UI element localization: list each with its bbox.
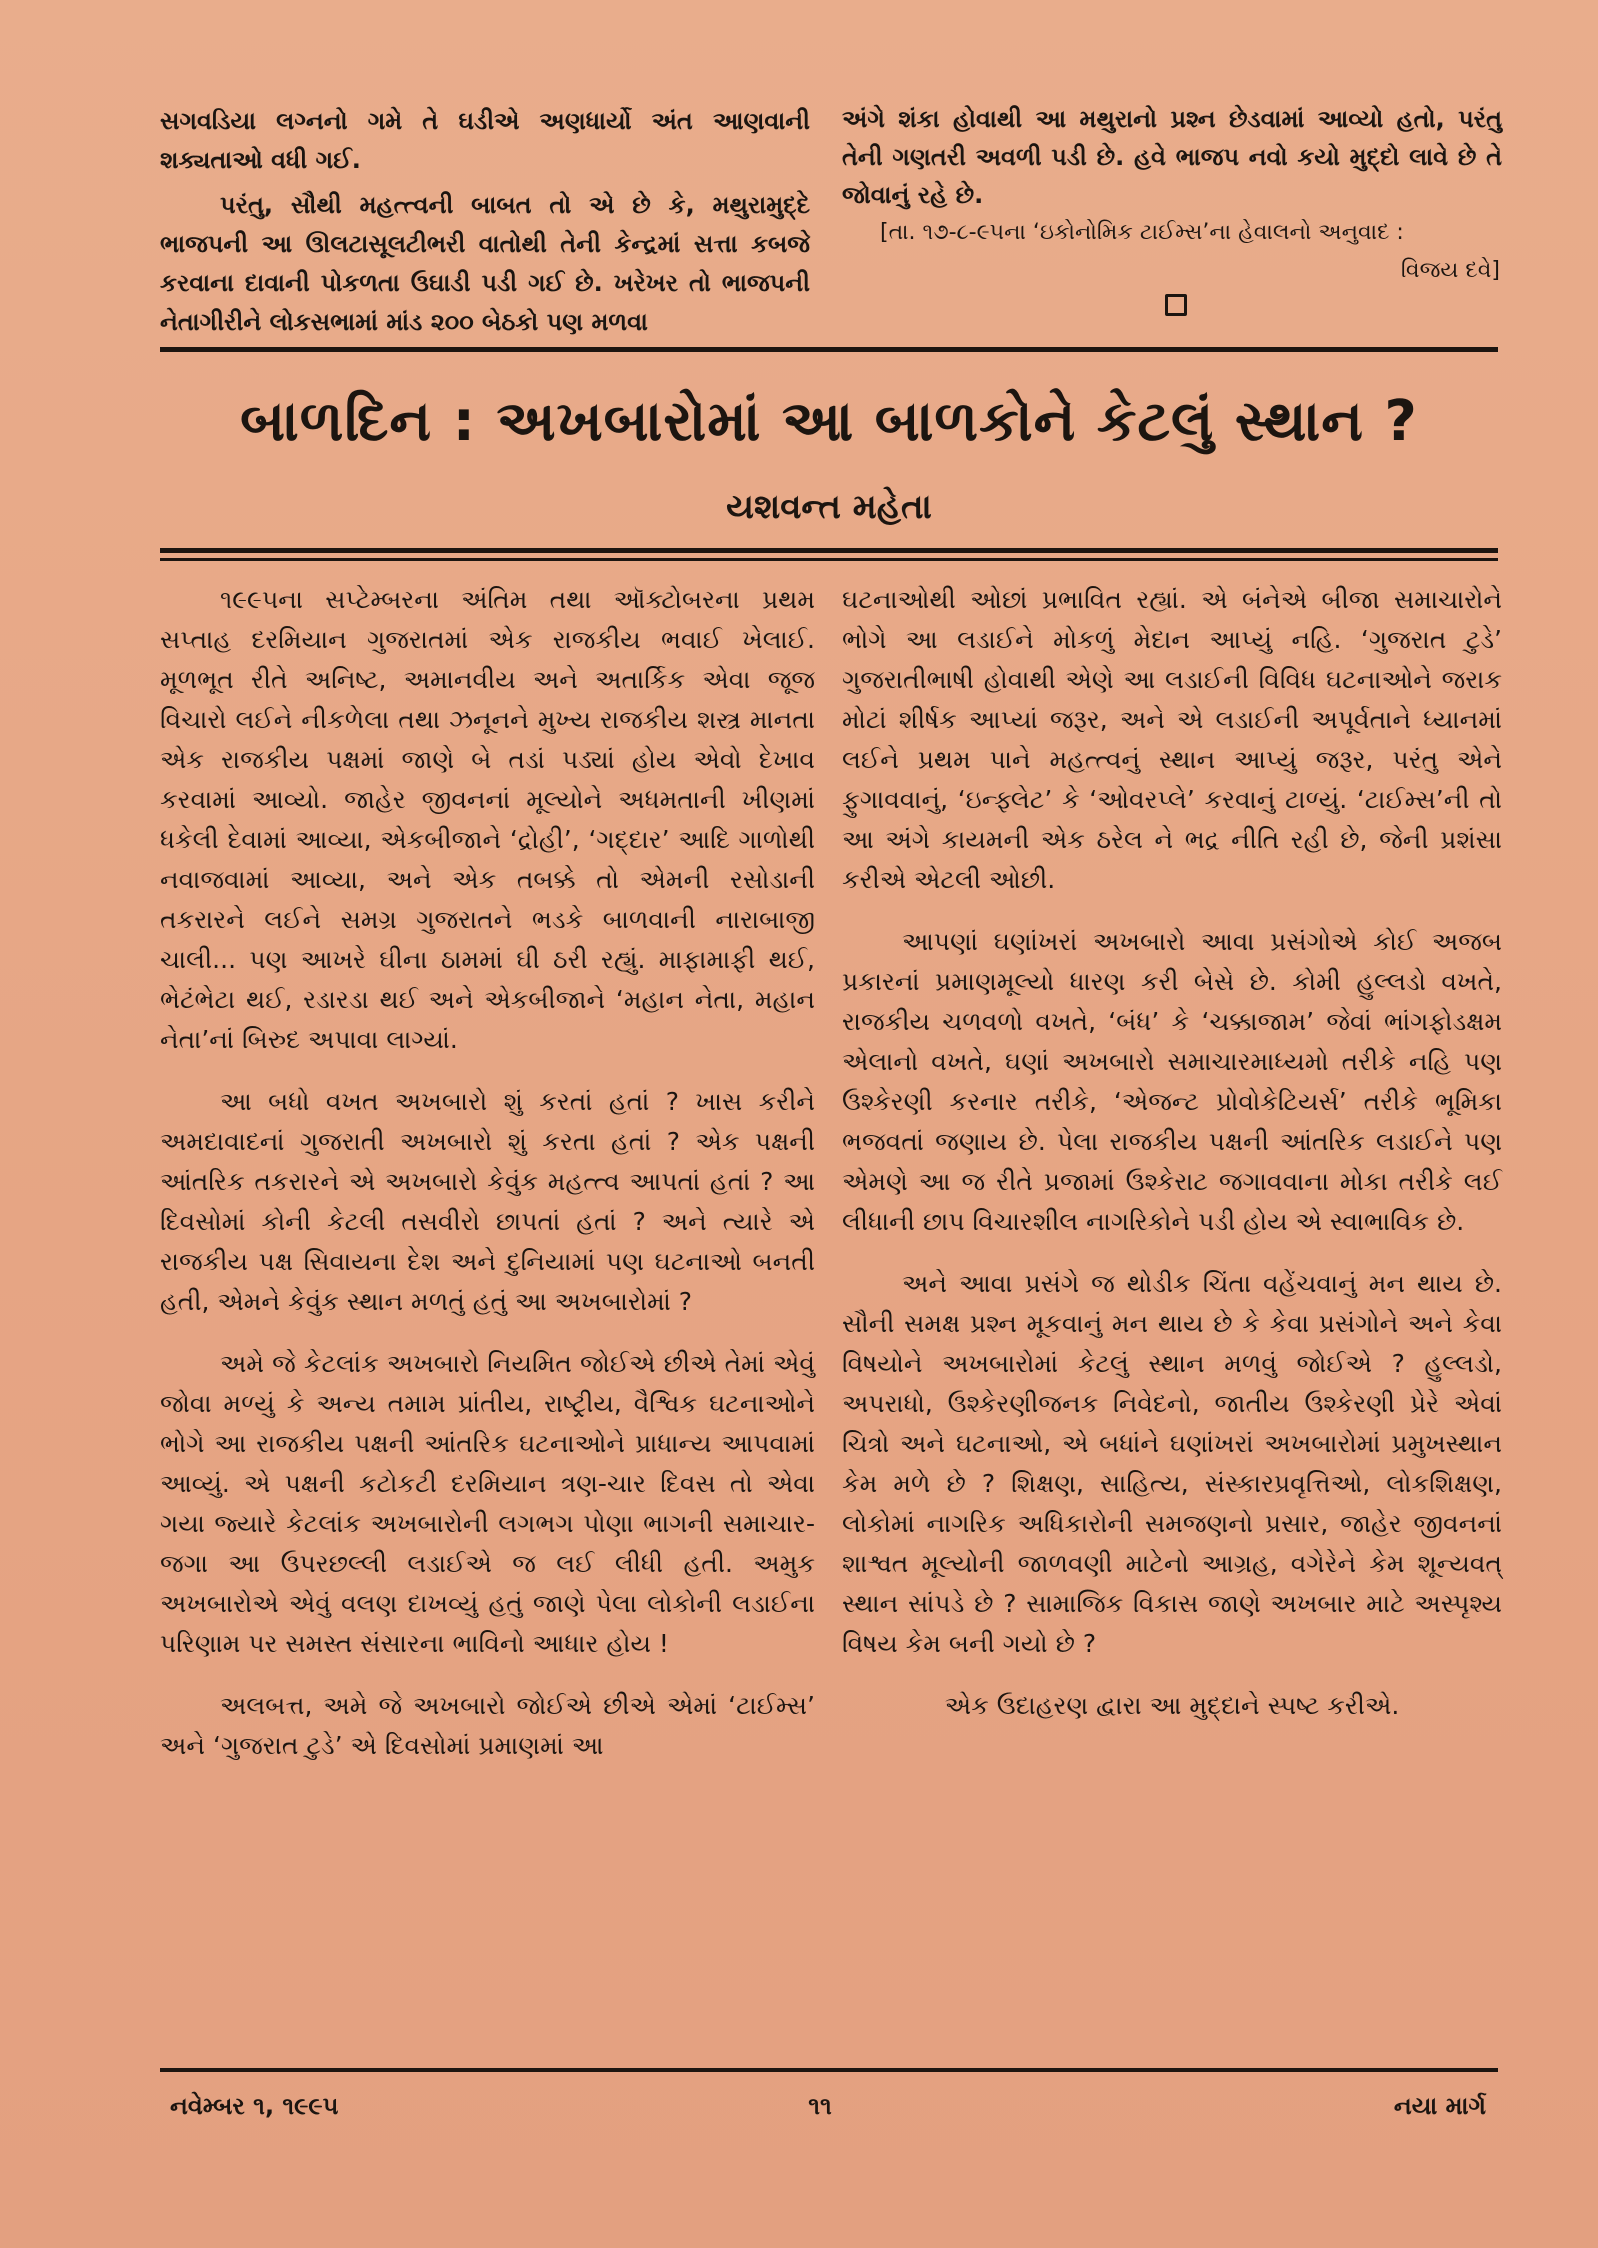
footer-rule — [160, 2068, 1498, 2072]
article-paragraph: અલબત્ત, અમે જે અખબારો જોઈએ છીએ એમાં ‘ટાઈમ્સ’ અને ‘ગુજરાત ટુડે’ એ દિવસોમાં પ્રમાણમાં આ — [160, 1691, 815, 1760]
article-paragraph: આપણાં ઘણાંખરાં અખબારો આવા પ્રસંગોએ કોઈ અજબ પ્રકારનાં પ્રમાણમૂલ્યો ધારણ કરી બેસે છે. કોમી હુલ્લડો વખતે, રાજકીય ચળવળો વખતે, ‘બંધ’ કે ‘ચક્કાજામ’ જેવાં ભાંગફોડક્ષમ એલાનો વખતે, ઘણાં અખબારો સમાચારમાધ્યમો તરીકે નહિ પણ ઉશ્કેરણી કરનાર તરીકે, ‘એજન્ટ પ્રોવોકેટિયર્સ’ તરીકે ભૂમિકા ભજવતાં જણાય છે. પેલા રાજકીય પક્ષની આંતરિક લડાઈને પણ એમણે આ જ રીતે પ્રજામાં ઉશ્કેરાટ જગાવવાના મોકા તરીકે લઈ લીધાની છાપ વિચારશીલ નાગરિકોને પડી હોય એ સ્વાભાવિક છે. — [842, 927, 1502, 1236]
end-mark-icon — [1165, 294, 1187, 316]
article-paragraph: એક ઉદાહરણ દ્વારા આ મુદ્દાને સ્પષ્ટ કરીએ. — [944, 1691, 1400, 1720]
article-right-column — [842, 580, 1502, 1748]
article-paragraph: ૧૯૯૫ના સપ્ટેમ્બરના અંતિમ તથા ઑક્ટોબરના પ્રથમ સપ્તાહ દરમિયાન ગુજરાતમાં એક રાજકીય ભવાઈ ખેલાઈ. મૂળભૂત રીતે અનિષ્ટ, અમાનવીય અને અતાર્કિક એવા જૂજ વિચારો લઈને નીકળેલા તથા ઝનૂનને મુખ્ય રાજકીય શસ્ત્ર માનતા એક રાજકીય પક્ષમાં જાણે બે તડાં પડ્યાં હોય એવો દેખાવ કરવામાં આવ્યો. જાહેર જીવનનાં મૂલ્યોને અધમતાની ખીણમાં ધકેલી દેવામાં આવ્યા, એકબીજાને ‘દ્રોહી’, ‘ગદ્દાર’ આદિ ગાળોથી નવાજવામાં આવ્યા, અને એક તબક્કે તો એમની રસોડાની તકરારને લઈને સમગ્ર ગુજરાતને ભડકે બાળવાની નારાબાજી ચાલી... પણ આખરે ઘીના ઠામમાં ઘી ઠરી રહ્યું. માફામાફી થઈ, ભેટંભેટા થઈ, રડારડા થઈ અને એકબીજાને ‘મહાન નેતા, મહાન નેતા’નાં બિરુદ અપાવા લાગ્યાં. — [160, 585, 815, 1054]
article-paragraph: અમે જે કેટલાંક અખબારો નિયમિત જોઈએ છીએ તેમાં એવું જોવા મળ્યું કે અન્ય તમામ પ્રાંતીય, રાષ્ટ્રીય, વૈશ્વિક ઘટનાઓને ભોગે આ રાજકીય પક્ષની આંતરિક ઘટનાઓને પ્રાધાન્ય આપવામાં આવ્યું. એ પક્ષની કટોકટી દરમિયાન ત્રણ-ચાર દિવસ તો એવા ગયા જ્યારે કેટલાંક અખબારોની લગભગ પોણા ભાગની સમાચાર-જગા આ ઉપરછલ્લી લડાઈએ જ લઈ લીધી હતી. અમુક અખબારોએ એવું વલણ દાખવ્યું હતું જાણે પેલા લોકોની લડાઈના પરિણામ પર સમસ્ત સંસારના ભાવિનો આધાર હોય ! — [160, 1349, 815, 1658]
page-number: ૧૧ — [808, 2092, 832, 2120]
title-rule-thick — [160, 548, 1498, 553]
translation-credit — [880, 214, 1500, 290]
previous-article-paragraph: સગવડિયા લગ્નનો ગમે તે ઘડીએ અણધાર્યો અંત આણવાની શક્યતાઓ વધી ગઈ. — [160, 107, 810, 174]
previous-article-continuation-left — [160, 102, 810, 348]
article-title: બાળદિન : અખબારોમાં આ બાળકોને કેટલું સ્થાન ? — [240, 389, 1418, 454]
previous-article-continuation-right — [842, 100, 1502, 224]
article-left-column — [160, 580, 815, 1788]
credit-text: [તા. ૧૭-૮-૯૫ના ‘ઇકોનોમિક ટાઈમ્સ’ના હેવાલનો અનુવાદ : — [880, 220, 1404, 245]
credit-translator-name: વિજય દવે] — [1400, 258, 1500, 283]
magazine-name: નયા માર્ગ — [1393, 2092, 1486, 2120]
article-author: યશવન્ત મહેતા — [726, 487, 932, 527]
previous-article-paragraph: પરંતુ, સૌથી મહત્ત્વની બાબત તો એ છે કે, મથુરામુદ્દે ભાજપની આ ઊલટાસૂલટીભરી વાતોથી તેની કેન્દ્રમાં સત્તા કબજે કરવાના દાવાની પોકળતા ઉઘાડી પડી ગઈ છે. ખરેખર તો ભાજપની નેતાગીરીને લોકસભામાં માંડ ૨૦૦ બેઠકો પણ મળવા — [160, 191, 810, 336]
title-rule-thin — [160, 558, 1498, 561]
section-divider — [160, 347, 1498, 352]
article-paragraph: આ બધો વખત અખબારો શું કરતાં હતાં ? ખાસ કરીને અમદાવાદનાં ગુજરાતી અખબારો શું કરતા હતાં ? એક પક્ષની આંતરિક તકરારને એ અખબારો કેવુંક મહત્ત્વ આપતાં હતાં ? આ દિવસોમાં કોની કેટલી તસવીરો છાપતાં હતાં ? અને ત્યારે એ રાજકીય પક્ષ સિવાયના દેશ અને દુનિયામાં પણ ઘટનાઓ બનતી હતી, એમને કેવુંક સ્થાન મળતું હતું આ અખબારોમાં ? — [160, 1087, 815, 1316]
article-paragraph: અને આવા પ્રસંગે જ થોડીક ચિંતા વહેંચવાનું મન થાય છે. સૌની સમક્ષ પ્રશ્ન મૂકવાનું મન થાય છે કે કેવા પ્રસંગોને અને કેવા વિષયોને અખબારોમાં કેટલું સ્થાન મળવું જોઈએ ? હુલ્લડો, અપરાધો, ઉશ્કેરણીજનક નિવેદનો, જાતીય ઉશ્કેરણી પ્રેરે એવાં ચિત્રો અને ઘટનાઓ, એ બધાંને ઘણાંખરાં અખબારોમાં પ્રમુખસ્થાન કેમ મળે છે ? શિક્ષણ, સાહિત્ય, સંસ્કારપ્રવૃત્તિઓ, લોકશિક્ષણ, લોકોમાં નાગરિક અધિકારોની સમજણનો પ્રસાર, જાહેર જીવનનાં શાશ્વત મૂલ્યોની જાળવણી માટેનો આગ્રહ, વગેરેને કેમ શૂન્યવત્ સ્થાન સાંપડે છે ? સામાજિક વિકાસ જાણે અખબાર માટે અસ્પૃશ્ય વિષય કેમ બની ગયો છે ? — [842, 1269, 1502, 1658]
issue-date: નવેમ્બર ૧, ૧૯૯૫ — [170, 2092, 339, 2120]
previous-article-paragraph: અંગે શંકા હોવાથી આ મથુરાનો પ્રશ્ન છેડવામાં આવ્યો હતો, પરંતુ તેની ગણતરી અવળી પડી છે. હવે ભાજપ નવો કયો મુદ્દો લાવે છે તે જોવાનું રહે છે. — [842, 105, 1502, 209]
article-paragraph: ઘટનાઓથી ઓછાં પ્રભાવિત રહ્યાં. એ બંનેએ બીજા સમાચારોને ભોગે આ લડાઈને મોકળું મેદાન આપ્યું નહિ. ‘ગુજરાત ટુડે’ ગુજરાતીભાષી હોવાથી એણે આ લડાઈની વિવિધ ઘટનાઓને જરાક મોટાં શીર્ષક આપ્યાં જરૂર, અને એ લડાઈની અપૂર્વતાને ધ્યાનમાં લઈને પ્રથમ પાને મહત્ત્વનું સ્થાન આપ્યું જરૂર, પરંતુ એને ફુગાવવાનું, ‘ઇન્ફ્લેટ’ કે ‘ઓવરપ્લે’ કરવાનું ટાળ્યું. ‘ટાઈમ્સ’ની તો આ અંગે કાયમની એક ઠરેલ ને ભદ્ર નીતિ રહી છે, જેની પ્રશંસા કરીએ એટલી ઓછી. — [842, 585, 1502, 894]
